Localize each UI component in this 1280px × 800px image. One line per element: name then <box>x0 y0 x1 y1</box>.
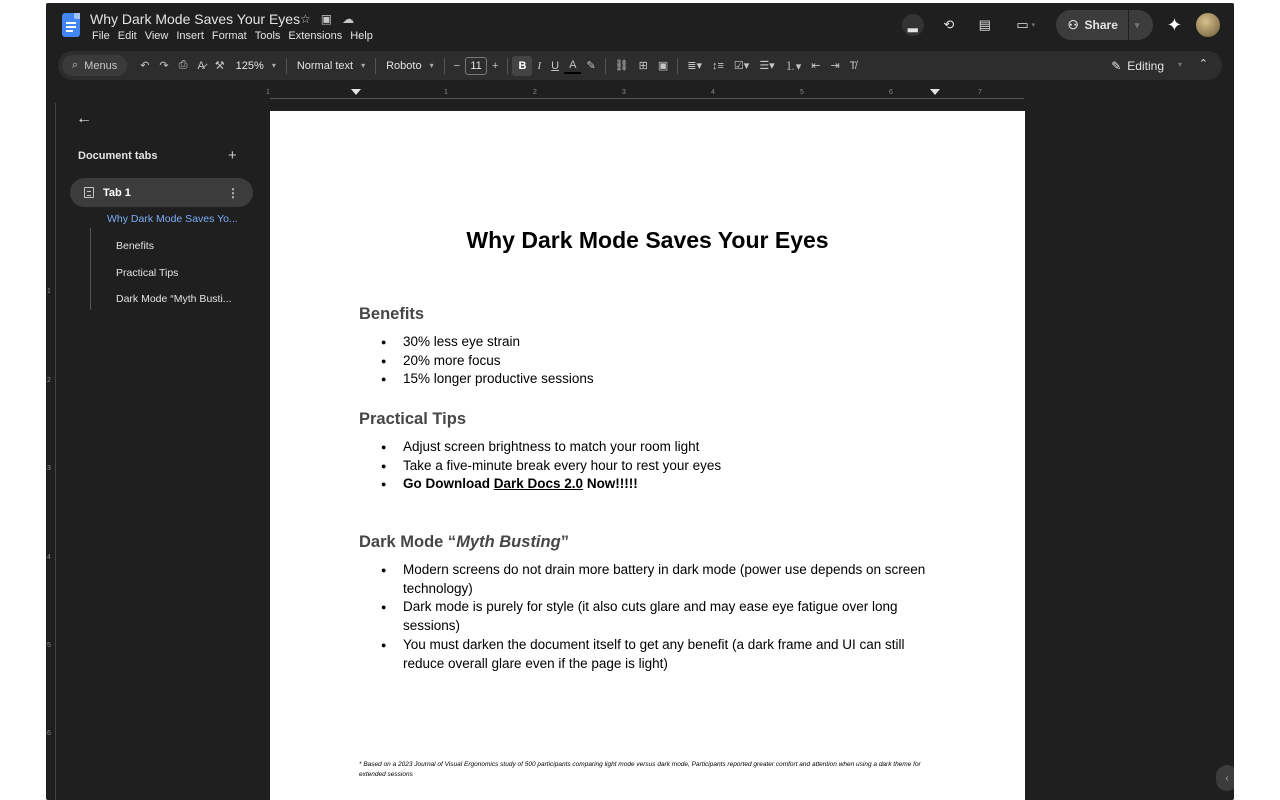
menu-extensions[interactable]: Extensions <box>288 30 343 42</box>
outline-line <box>90 228 91 310</box>
benefits-heading: Benefits <box>359 305 425 323</box>
vruler-mark: 2 <box>47 377 51 384</box>
tab-doc-icon <box>84 187 94 198</box>
horizontal-ruler[interactable] <box>266 89 1024 99</box>
ruler-mark: 1 <box>266 89 270 96</box>
zoom-select[interactable]: 125% ▾ <box>235 59 276 72</box>
list-item: ● 15% longer productive sessions <box>381 370 941 389</box>
myth-busting-heading: Dark Mode “Myth Busting” <box>359 533 569 551</box>
comment-icon[interactable]: ▤ <box>978 17 991 32</box>
avatar[interactable] <box>1196 13 1220 37</box>
underline-button[interactable]: U <box>551 59 560 72</box>
list-item: ● Modern screens do not drain more battery in dark mode (power use depends on screen technology) <box>381 561 941 598</box>
footnote: * Based on a 2023 Journal of Visual Ergonomics study of 500 participants comparing light mode versus dark mode, Participants reported greater comfort and attention when using a dark theme for extended sessions <box>359 761 921 778</box>
document-heading: Why Dark Mode Saves Your Eyes <box>466 227 829 253</box>
ruler-mark: 2 <box>533 89 537 96</box>
font-select[interactable]: Roboto ▾ <box>386 59 434 72</box>
tab-1-label: Tab 1 <box>103 186 131 199</box>
back-arrow-icon[interactable]: ← <box>76 110 92 127</box>
myths-list <box>381 561 941 673</box>
left-indent-marker[interactable] <box>351 89 361 95</box>
bulleted-list-icon[interactable]: ☰▾ <box>759 60 775 72</box>
paint-format-icon[interactable]: ⚒ <box>214 60 225 72</box>
vertical-ruler <box>46 103 56 800</box>
cta-suffix: Now!!!!! <box>583 476 638 492</box>
docs-logo-icon[interactable] <box>62 13 80 37</box>
title-bar <box>46 3 1234 49</box>
list-item: ● Take a five-minute break every hour to rest your eyes <box>381 457 941 476</box>
menu-edit[interactable]: Edit <box>117 30 137 42</box>
style-select[interactable]: Normal text ▾ <box>296 59 366 72</box>
menu-help[interactable]: Help <box>350 30 373 42</box>
share-button[interactable] <box>1056 10 1153 40</box>
editing-mode-select[interactable] <box>1111 51 1164 80</box>
meet-icon[interactable]: ▭ ▾ <box>1016 17 1036 32</box>
align-icon[interactable]: ≣▾ <box>687 60 702 72</box>
star-icon[interactable]: ☆ <box>300 12 311 26</box>
menu-bar <box>92 30 373 42</box>
list-item: ● 20% more focus <box>381 352 941 371</box>
practical-tips-heading: Practical Tips <box>359 410 467 428</box>
menu-tools[interactable]: Tools <box>254 30 281 42</box>
vruler-mark: 5 <box>47 642 51 649</box>
document-title[interactable]: Why Dark Mode Saves Your Eyes <box>90 11 301 27</box>
outline-item-practical-tips[interactable]: Practical Tips <box>116 267 179 279</box>
decrease-font-icon[interactable]: − <box>453 59 461 72</box>
vruler-mark: 3 <box>47 465 51 472</box>
document-tabs-heading: Document tabs <box>78 150 158 162</box>
list-item: ● You must darken the document itself to get any benefit (a dark frame and UI can still reduce overall glare even if the page is light) <box>381 636 941 673</box>
tab-1[interactable] <box>70 178 253 207</box>
outline-item-myth-busting[interactable]: Dark Mode “Myth Busti... <box>116 293 232 305</box>
gemini-sparkle-icon[interactable]: ✦ <box>1166 14 1182 35</box>
bold-button[interactable]: B <box>512 56 532 76</box>
list-item-cta <box>381 475 941 494</box>
collapse-menus-icon[interactable]: ⌃ <box>1198 58 1208 70</box>
docs-window <box>46 3 1234 800</box>
undo-icon[interactable]: ↶ <box>140 60 150 72</box>
ruler-mark: 3 <box>622 89 626 96</box>
ruler-mark: 6 <box>889 89 893 96</box>
print-icon[interactable]: ⎙ <box>178 59 188 71</box>
comments-assist-icon[interactable]: ▂ <box>902 14 924 36</box>
outline-item-title[interactable]: Why Dark Mode Saves Yo... <box>107 213 238 225</box>
insert-image-icon[interactable]: ▣ <box>657 60 669 72</box>
spellcheck-icon[interactable]: A̷ <box>197 59 205 72</box>
clear-formatting-icon[interactable]: T̸ <box>849 59 857 72</box>
menu-format[interactable]: Format <box>211 30 247 42</box>
decrease-indent-icon[interactable]: ⇤ <box>811 60 821 72</box>
list-item: ● 30% less eye strain <box>381 333 941 352</box>
pencil-icon: ✎ <box>1111 58 1122 73</box>
side-panel-toggle-icon[interactable]: ‹ <box>1216 765 1234 791</box>
menus-search[interactable] <box>62 55 127 76</box>
menus-label: Menus <box>84 59 118 72</box>
version-history-icon[interactable]: ⟲ <box>943 17 955 32</box>
italic-button[interactable]: I <box>537 59 542 72</box>
list-item: ● Dark mode is purely for style (it also cuts glare and may ease eye fatigue over long sessions) <box>381 598 941 635</box>
ruler-mark: 4 <box>711 89 715 96</box>
cta-prefix: Go Download <box>403 476 494 492</box>
list-item: ● Adjust screen brightness to match your room light <box>381 438 941 457</box>
font-size-input[interactable]: 11 <box>465 57 487 75</box>
menu-view[interactable]: View <box>144 30 169 42</box>
right-indent-marker[interactable] <box>930 89 940 95</box>
redo-icon[interactable]: ↷ <box>159 60 169 72</box>
share-label: Share <box>1084 18 1118 32</box>
increase-indent-icon[interactable]: ⇥ <box>830 60 840 72</box>
line-spacing-icon[interactable]: ↕≡ <box>712 59 724 72</box>
benefits-list <box>381 333 941 389</box>
checklist-icon[interactable]: ☑▾ <box>733 60 750 72</box>
add-tab-icon[interactable]: + <box>228 147 237 164</box>
ruler-mark: 1 <box>444 89 448 96</box>
tab-options-icon[interactable]: ⋮ <box>227 185 239 200</box>
vruler-mark: 1 <box>47 288 51 295</box>
increase-font-icon[interactable]: + <box>492 59 499 72</box>
chevron-down-icon[interactable]: ▾ <box>1177 60 1182 69</box>
menu-file[interactable]: File <box>92 30 110 42</box>
highlight-icon[interactable]: ✎ <box>586 60 596 72</box>
text-color-button[interactable]: A <box>564 58 581 74</box>
editing-label: Editing <box>1127 58 1164 73</box>
cloud-status-icon[interactable]: ☁ <box>342 12 355 26</box>
dark-docs-link[interactable]: Dark Docs 2.0 <box>493 476 584 492</box>
folder-move-icon[interactable]: ▣ <box>320 12 333 26</box>
document-page[interactable] <box>270 111 1025 800</box>
vruler-mark: 6 <box>47 730 51 737</box>
search-icon: ⌕ <box>72 59 79 71</box>
people-icon: ⚇ <box>1067 18 1079 32</box>
ruler-mark: 5 <box>800 89 804 96</box>
toolbar <box>58 51 1222 80</box>
vruler-mark: 4 <box>47 554 51 561</box>
numbered-list-icon[interactable]: ⒈▾ <box>784 60 802 73</box>
link-icon[interactable]: ⛓ <box>614 60 629 72</box>
add-comment-icon[interactable]: ⊞ <box>638 60 648 72</box>
outline-item-benefits[interactable]: Benefits <box>116 240 154 252</box>
tips-list <box>381 438 941 494</box>
menu-insert[interactable]: Insert <box>176 30 204 42</box>
share-dropdown-icon[interactable]: ▾ <box>1134 19 1140 30</box>
ruler-mark: 7 <box>978 89 982 96</box>
